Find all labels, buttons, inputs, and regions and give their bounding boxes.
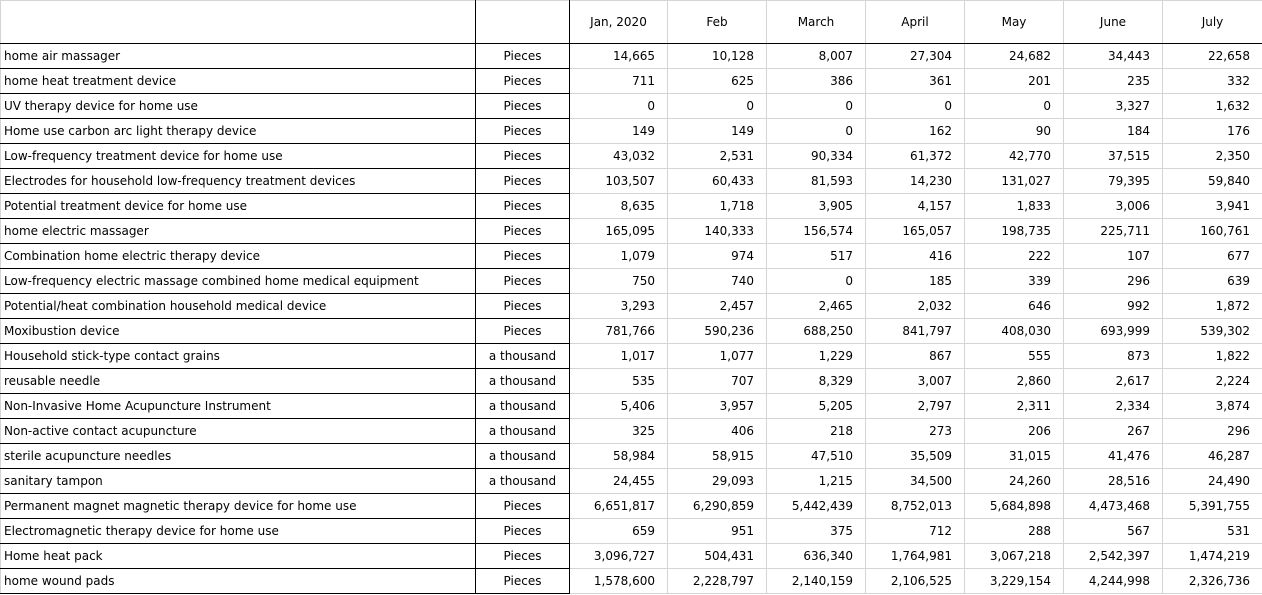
value-cell[interactable]: 1,077 — [668, 344, 767, 369]
value-cell[interactable]: 740 — [668, 269, 767, 294]
unit-cell[interactable]: a thousand — [476, 469, 570, 494]
table-row — [1, 169, 1262, 194]
value-cell[interactable]: 2,860 — [965, 369, 1064, 394]
value-cell[interactable]: 225,711 — [1064, 219, 1163, 244]
value-cell[interactable]: 531 — [1163, 519, 1262, 544]
value-cell[interactable]: 1,632 — [1163, 94, 1262, 119]
value-cell[interactable]: 677 — [1163, 244, 1262, 269]
value-cell[interactable]: 711 — [570, 69, 668, 94]
value-cell[interactable]: 841,797 — [866, 319, 965, 344]
value-cell[interactable]: 951 — [668, 519, 767, 544]
value-cell[interactable]: 3,006 — [1064, 194, 1163, 219]
value-cell[interactable]: 296 — [1064, 269, 1163, 294]
table-row — [1, 569, 1262, 594]
item-name-cell[interactable]: Low-frequency electric massage combined home medical equipment — [1, 269, 476, 294]
value-cell[interactable]: 273 — [866, 419, 965, 444]
table-body — [1, 44, 1262, 594]
value-cell[interactable]: 1,079 — [570, 244, 668, 269]
value-cell[interactable]: 992 — [1064, 294, 1163, 319]
value-cell[interactable]: 29,093 — [668, 469, 767, 494]
value-cell[interactable]: 781,766 — [570, 319, 668, 344]
table-row — [1, 69, 1262, 94]
value-cell[interactable]: 206 — [965, 419, 1064, 444]
value-cell[interactable]: 5,442,439 — [767, 494, 866, 519]
value-cell[interactable]: 27,304 — [866, 44, 965, 69]
unit-cell[interactable]: Pieces — [476, 169, 570, 194]
value-cell[interactable]: 2,531 — [668, 144, 767, 169]
item-name-cell[interactable]: home wound pads — [1, 569, 476, 594]
month-header[interactable]: April — [866, 1, 965, 44]
value-cell[interactable]: 639 — [1163, 269, 1262, 294]
value-cell[interactable]: 28,516 — [1064, 469, 1163, 494]
value-cell[interactable]: 198,735 — [965, 219, 1064, 244]
value-cell[interactable]: 361 — [866, 69, 965, 94]
item-name-cell[interactable]: Combination home electric therapy device — [1, 244, 476, 269]
value-cell[interactable]: 149 — [668, 119, 767, 144]
value-cell[interactable]: 2,465 — [767, 294, 866, 319]
value-cell[interactable]: 34,443 — [1064, 44, 1163, 69]
value-cell[interactable]: 0 — [668, 94, 767, 119]
value-cell[interactable]: 707 — [668, 369, 767, 394]
value-cell[interactable]: 14,665 — [570, 44, 668, 69]
value-cell[interactable]: 58,915 — [668, 444, 767, 469]
value-cell[interactable]: 1,474,219 — [1163, 544, 1262, 569]
value-cell[interactable]: 2,326,736 — [1163, 569, 1262, 594]
table-row — [1, 394, 1262, 419]
value-cell[interactable]: 267 — [1064, 419, 1163, 444]
value-cell[interactable]: 47,510 — [767, 444, 866, 469]
value-cell[interactable]: 0 — [570, 94, 668, 119]
value-cell[interactable]: 406 — [668, 419, 767, 444]
value-cell[interactable]: 504,431 — [668, 544, 767, 569]
value-cell[interactable]: 24,260 — [965, 469, 1064, 494]
value-cell[interactable]: 156,574 — [767, 219, 866, 244]
value-cell[interactable]: 8,329 — [767, 369, 866, 394]
value-cell[interactable]: 867 — [866, 344, 965, 369]
value-cell[interactable]: 4,473,468 — [1064, 494, 1163, 519]
item-name-cell[interactable]: UV therapy device for home use — [1, 94, 476, 119]
value-cell[interactable]: 625 — [668, 69, 767, 94]
value-cell[interactable]: 42,770 — [965, 144, 1064, 169]
value-cell[interactable]: 8,007 — [767, 44, 866, 69]
unit-cell[interactable]: Pieces — [476, 544, 570, 569]
table-row — [1, 444, 1262, 469]
value-cell[interactable]: 6,290,859 — [668, 494, 767, 519]
item-name-cell[interactable]: Household stick-type contact grains — [1, 344, 476, 369]
unit-cell[interactable]: a thousand — [476, 394, 570, 419]
value-cell[interactable]: 59,840 — [1163, 169, 1262, 194]
value-cell[interactable]: 3,096,727 — [570, 544, 668, 569]
item-name-cell[interactable]: Potential treatment device for home use — [1, 194, 476, 219]
unit-cell[interactable]: Pieces — [476, 69, 570, 94]
value-cell[interactable]: 1,872 — [1163, 294, 1262, 319]
value-cell[interactable]: 1,764,981 — [866, 544, 965, 569]
value-cell[interactable]: 3,874 — [1163, 394, 1262, 419]
table-row — [1, 244, 1262, 269]
value-cell[interactable]: 296 — [1163, 419, 1262, 444]
table-row — [1, 319, 1262, 344]
value-cell[interactable]: 176 — [1163, 119, 1262, 144]
value-cell[interactable]: 81,593 — [767, 169, 866, 194]
value-cell[interactable]: 325 — [570, 419, 668, 444]
value-cell[interactable]: 35,509 — [866, 444, 965, 469]
value-cell[interactable]: 712 — [866, 519, 965, 544]
item-name-cell[interactable]: Low-frequency treatment device for home use — [1, 144, 476, 169]
unit-cell[interactable]: a thousand — [476, 369, 570, 394]
value-cell[interactable]: 24,682 — [965, 44, 1064, 69]
value-cell[interactable]: 1,578,600 — [570, 569, 668, 594]
value-cell[interactable]: 386 — [767, 69, 866, 94]
value-cell[interactable]: 185 — [866, 269, 965, 294]
value-cell[interactable]: 222 — [965, 244, 1064, 269]
value-cell[interactable]: 201 — [965, 69, 1064, 94]
value-cell[interactable]: 3,007 — [866, 369, 965, 394]
value-cell[interactable]: 34,500 — [866, 469, 965, 494]
item-name-cell[interactable]: home air massager — [1, 44, 476, 69]
table-row — [1, 294, 1262, 319]
value-cell[interactable]: 90 — [965, 119, 1064, 144]
value-cell[interactable]: 24,455 — [570, 469, 668, 494]
value-cell[interactable]: 4,157 — [866, 194, 965, 219]
unit-cell[interactable]: Pieces — [476, 119, 570, 144]
value-cell[interactable]: 2,797 — [866, 394, 965, 419]
value-cell[interactable]: 43,032 — [570, 144, 668, 169]
unit-cell[interactable]: Pieces — [476, 319, 570, 344]
unit-cell[interactable]: Pieces — [476, 519, 570, 544]
value-cell[interactable]: 693,999 — [1064, 319, 1163, 344]
value-cell[interactable]: 5,205 — [767, 394, 866, 419]
value-cell[interactable]: 339 — [965, 269, 1064, 294]
unit-cell[interactable]: Pieces — [476, 144, 570, 169]
value-cell[interactable]: 103,507 — [570, 169, 668, 194]
value-cell[interactable]: 2,228,797 — [668, 569, 767, 594]
value-cell[interactable]: 4,244,998 — [1064, 569, 1163, 594]
value-cell[interactable]: 0 — [965, 94, 1064, 119]
value-cell[interactable]: 2,542,397 — [1064, 544, 1163, 569]
value-cell[interactable]: 375 — [767, 519, 866, 544]
table-row — [1, 44, 1262, 69]
table-row — [1, 469, 1262, 494]
table-row — [1, 269, 1262, 294]
value-cell[interactable]: 2,617 — [1064, 369, 1163, 394]
value-cell[interactable]: 8,752,013 — [866, 494, 965, 519]
value-cell[interactable]: 149 — [570, 119, 668, 144]
value-cell[interactable]: 41,476 — [1064, 444, 1163, 469]
value-cell[interactable]: 79,395 — [1064, 169, 1163, 194]
value-cell[interactable]: 2,311 — [965, 394, 1064, 419]
value-cell[interactable]: 140,333 — [668, 219, 767, 244]
table-row — [1, 119, 1262, 144]
value-cell[interactable]: 646 — [965, 294, 1064, 319]
value-cell[interactable]: 2,334 — [1064, 394, 1163, 419]
item-name-cell[interactable]: reusable needle — [1, 369, 476, 394]
unit-cell[interactable]: Pieces — [476, 269, 570, 294]
unit-cell[interactable]: Pieces — [476, 494, 570, 519]
unit-cell[interactable]: Pieces — [476, 244, 570, 269]
item-name-cell[interactable]: Moxibustion device — [1, 319, 476, 344]
value-cell[interactable]: 14,230 — [866, 169, 965, 194]
value-cell[interactable]: 3,293 — [570, 294, 668, 319]
value-cell[interactable]: 160,761 — [1163, 219, 1262, 244]
value-cell[interactable]: 1,017 — [570, 344, 668, 369]
value-cell[interactable]: 2,032 — [866, 294, 965, 319]
value-cell[interactable]: 107 — [1064, 244, 1163, 269]
value-cell[interactable]: 567 — [1064, 519, 1163, 544]
value-cell[interactable]: 90,334 — [767, 144, 866, 169]
table-row — [1, 219, 1262, 244]
value-cell[interactable]: 288 — [965, 519, 1064, 544]
header-blank-unit[interactable] — [476, 1, 570, 44]
item-name-cell[interactable]: Potential/heat combination household medical device — [1, 294, 476, 319]
value-cell[interactable]: 24,490 — [1163, 469, 1262, 494]
item-name-cell[interactable]: Home use carbon arc light therapy device — [1, 119, 476, 144]
item-name-cell[interactable]: Non-Invasive Home Acupuncture Instrument — [1, 394, 476, 419]
unit-cell[interactable]: Pieces — [476, 194, 570, 219]
item-name-cell[interactable]: Home heat pack — [1, 544, 476, 569]
value-cell[interactable]: 590,236 — [668, 319, 767, 344]
month-header[interactable]: July — [1163, 1, 1262, 44]
unit-cell[interactable]: a thousand — [476, 444, 570, 469]
value-cell[interactable]: 750 — [570, 269, 668, 294]
value-cell[interactable]: 3,067,218 — [965, 544, 1064, 569]
item-name-cell[interactable]: sterile acupuncture needles — [1, 444, 476, 469]
value-cell[interactable]: 3,941 — [1163, 194, 1262, 219]
unit-cell[interactable]: Pieces — [476, 294, 570, 319]
value-cell[interactable]: 235 — [1064, 69, 1163, 94]
month-header[interactable]: June — [1064, 1, 1163, 44]
value-cell[interactable]: 165,095 — [570, 219, 668, 244]
value-cell[interactable]: 3,229,154 — [965, 569, 1064, 594]
value-cell[interactable]: 131,027 — [965, 169, 1064, 194]
item-name-cell[interactable]: home electric massager — [1, 219, 476, 244]
month-header[interactable]: Jan, 2020 — [570, 1, 668, 44]
item-name-cell[interactable]: Non-active contact acupuncture — [1, 419, 476, 444]
value-cell[interactable]: 46,287 — [1163, 444, 1262, 469]
table-row — [1, 544, 1262, 569]
unit-cell[interactable]: Pieces — [476, 219, 570, 244]
value-cell[interactable]: 2,350 — [1163, 144, 1262, 169]
item-name-cell[interactable]: Electromagnetic therapy device for home use — [1, 519, 476, 544]
value-cell[interactable]: 2,224 — [1163, 369, 1262, 394]
table-row — [1, 94, 1262, 119]
month-header[interactable]: March — [767, 1, 866, 44]
header-blank-name[interactable] — [1, 1, 476, 44]
value-cell[interactable]: 0 — [767, 94, 866, 119]
month-header[interactable]: May — [965, 1, 1064, 44]
value-cell[interactable]: 218 — [767, 419, 866, 444]
unit-cell[interactable]: Pieces — [476, 94, 570, 119]
item-name-cell[interactable]: sanitary tampon — [1, 469, 476, 494]
table-row — [1, 144, 1262, 169]
value-cell[interactable]: 1,718 — [668, 194, 767, 219]
table-row — [1, 194, 1262, 219]
unit-cell[interactable]: Pieces — [476, 44, 570, 69]
unit-cell[interactable]: a thousand — [476, 419, 570, 444]
value-cell[interactable]: 873 — [1064, 344, 1163, 369]
value-cell[interactable]: 416 — [866, 244, 965, 269]
value-cell[interactable]: 58,984 — [570, 444, 668, 469]
value-cell[interactable]: 10,128 — [668, 44, 767, 69]
table-row — [1, 519, 1262, 544]
value-cell[interactable]: 0 — [767, 119, 866, 144]
value-cell[interactable]: 1,229 — [767, 344, 866, 369]
value-cell[interactable]: 0 — [866, 94, 965, 119]
value-cell[interactable]: 539,302 — [1163, 319, 1262, 344]
table-row — [1, 494, 1262, 519]
table-row — [1, 344, 1262, 369]
value-cell[interactable]: 5,684,898 — [965, 494, 1064, 519]
value-cell[interactable]: 8,635 — [570, 194, 668, 219]
value-cell[interactable]: 517 — [767, 244, 866, 269]
unit-cell[interactable]: Pieces — [476, 569, 570, 594]
table-row — [1, 369, 1262, 394]
value-cell[interactable]: 0 — [767, 269, 866, 294]
value-cell[interactable]: 61,372 — [866, 144, 965, 169]
value-cell[interactable]: 2,106,525 — [866, 569, 965, 594]
value-cell[interactable]: 636,340 — [767, 544, 866, 569]
item-name-cell[interactable]: home heat treatment device — [1, 69, 476, 94]
month-header[interactable]: Feb — [668, 1, 767, 44]
value-cell[interactable]: 5,391,755 — [1163, 494, 1262, 519]
value-cell[interactable]: 165,057 — [866, 219, 965, 244]
value-cell[interactable]: 1,833 — [965, 194, 1064, 219]
value-cell[interactable]: 535 — [570, 369, 668, 394]
item-name-cell[interactable]: Permanent magnet magnetic therapy device for home use — [1, 494, 476, 519]
value-cell[interactable]: 37,515 — [1064, 144, 1163, 169]
value-cell[interactable]: 5,406 — [570, 394, 668, 419]
value-cell[interactable]: 184 — [1064, 119, 1163, 144]
value-cell[interactable]: 688,250 — [767, 319, 866, 344]
value-cell[interactable]: 6,651,817 — [570, 494, 668, 519]
value-cell[interactable]: 1,215 — [767, 469, 866, 494]
value-cell[interactable]: 2,457 — [668, 294, 767, 319]
value-cell[interactable]: 22,658 — [1163, 44, 1262, 69]
value-cell[interactable]: 332 — [1163, 69, 1262, 94]
value-cell[interactable]: 659 — [570, 519, 668, 544]
value-cell[interactable]: 3,905 — [767, 194, 866, 219]
value-cell[interactable]: 3,957 — [668, 394, 767, 419]
header-row — [1, 1, 1262, 44]
table-row — [1, 419, 1262, 444]
value-cell[interactable]: 1,822 — [1163, 344, 1262, 369]
item-name-cell[interactable]: Electrodes for household low-frequency treatment devices — [1, 169, 476, 194]
value-cell[interactable]: 31,015 — [965, 444, 1064, 469]
value-cell[interactable]: 555 — [965, 344, 1064, 369]
value-cell[interactable]: 408,030 — [965, 319, 1064, 344]
value-cell[interactable]: 974 — [668, 244, 767, 269]
value-cell[interactable]: 3,327 — [1064, 94, 1163, 119]
unit-cell[interactable]: a thousand — [476, 344, 570, 369]
value-cell[interactable]: 2,140,159 — [767, 569, 866, 594]
value-cell[interactable]: 60,433 — [668, 169, 767, 194]
value-cell[interactable]: 162 — [866, 119, 965, 144]
